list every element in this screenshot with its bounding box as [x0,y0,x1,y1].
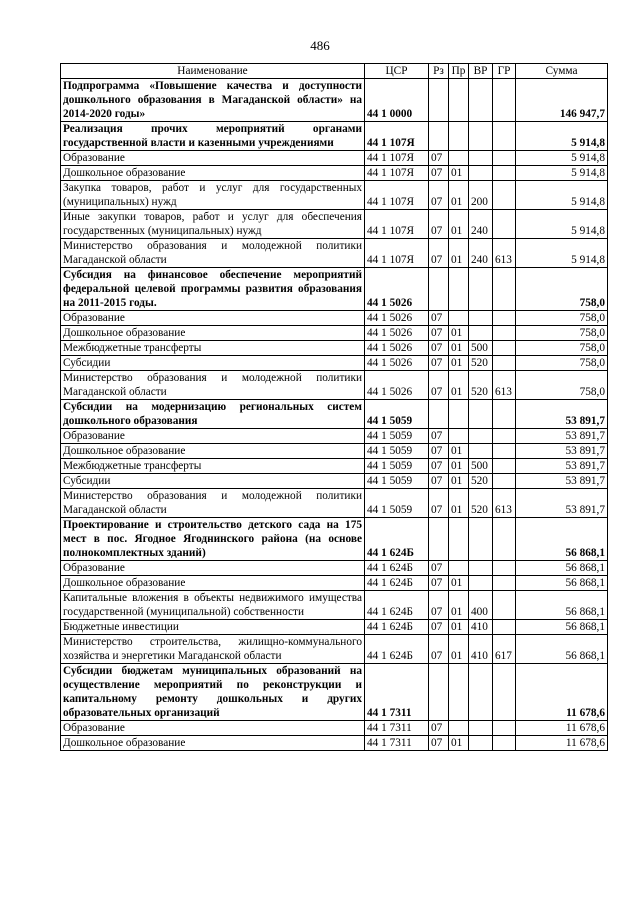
cell-gr: 617 [493,635,516,664]
cell-sum: 53 891,7 [516,429,608,444]
cell-pr: 01 [449,576,469,591]
cell-gr [493,474,516,489]
cell-sum: 53 891,7 [516,474,608,489]
cell-pr [449,79,469,122]
cell-pr: 01 [449,239,469,268]
cell-name: Капитальные вложения в объекты недвижимого имущества государственной (муниципальной) собственности [61,591,365,620]
cell-vr [469,311,493,326]
cell-name: Субсидии [61,474,365,489]
cell-csr: 44 1 624Б [365,620,429,635]
cell-csr: 44 1 624Б [365,576,429,591]
cell-sum: 56 868,1 [516,576,608,591]
cell-vr [469,444,493,459]
cell-sum: 5 914,8 [516,151,608,166]
cell-pr [449,400,469,429]
cell-pr: 01 [449,326,469,341]
table-row [61,210,608,239]
cell-pr: 01 [449,166,469,181]
cell-name: Министерство образования и молодежной политики Магаданской области [61,239,365,268]
cell-csr: 44 1 7311 [365,736,429,751]
page-number: 486 [310,38,330,53]
cell-vr [469,736,493,751]
cell-sum: 5 914,8 [516,210,608,239]
cell-csr: 44 1 107Я [365,166,429,181]
cell-rz: 07 [429,341,449,356]
cell-sum: 56 868,1 [516,591,608,620]
cell-rz [429,518,449,561]
cell-gr [493,151,516,166]
cell-name: Межбюджетные трансферты [61,341,365,356]
table-row [61,474,608,489]
table-row [61,429,608,444]
cell-vr: 200 [469,181,493,210]
cell-gr [493,721,516,736]
cell-rz: 07 [429,474,449,489]
cell-gr [493,429,516,444]
cell-gr [493,518,516,561]
table-row [61,356,608,371]
cell-pr: 01 [449,341,469,356]
table-row [61,561,608,576]
cell-name: Подпрограмма «Повышение качества и доступности дошкольного образования в Магаданской области» на 2014-2020 годы» [61,79,365,122]
table-row [61,591,608,620]
table-row [61,400,608,429]
cell-rz [429,79,449,122]
cell-pr: 01 [449,459,469,474]
cell-vr [469,561,493,576]
cell-pr: 01 [449,635,469,664]
cell-rz: 07 [429,620,449,635]
table-row [61,268,608,311]
cell-rz [429,122,449,151]
cell-vr: 410 [469,635,493,664]
cell-rz: 07 [429,721,449,736]
cell-rz: 07 [429,489,449,518]
cell-csr: 44 1 107Я [365,151,429,166]
cell-name: Субсидии на модернизацию региональных систем дошкольного образования [61,400,365,429]
cell-csr: 44 1 624Б [365,635,429,664]
table-row [61,664,608,721]
cell-sum: 11 678,6 [516,664,608,721]
cell-sum: 53 891,7 [516,459,608,474]
table-row [61,576,608,591]
cell-sum: 758,0 [516,311,608,326]
cell-rz: 07 [429,210,449,239]
table-row [61,239,608,268]
table-row [61,736,608,751]
cell-gr [493,664,516,721]
table-row [61,311,608,326]
cell-sum: 11 678,6 [516,721,608,736]
cell-pr: 01 [449,489,469,518]
cell-vr: 520 [469,356,493,371]
cell-sum: 758,0 [516,268,608,311]
table-row [61,151,608,166]
cell-name: Образование [61,151,365,166]
cell-pr: 01 [449,591,469,620]
cell-rz: 07 [429,181,449,210]
cell-csr: 44 1 0000 [365,79,429,122]
cell-name: Дошкольное образование [61,736,365,751]
cell-csr: 44 1 624Б [365,561,429,576]
table-row [61,518,608,561]
cell-name: Дошкольное образование [61,326,365,341]
cell-pr: 01 [449,356,469,371]
cell-rz [429,400,449,429]
cell-name: Субсидия на финансовое обеспечение мероприятий федеральной целевой программы развития образования на 2011-2015 годы. [61,268,365,311]
cell-rz [429,268,449,311]
header-pr: Пр [449,64,469,79]
cell-csr: 44 1 5059 [365,444,429,459]
cell-csr: 44 1 624Б [365,518,429,561]
cell-pr [449,429,469,444]
cell-vr [469,151,493,166]
table-row [61,721,608,736]
cell-vr: 520 [469,371,493,400]
cell-vr [469,79,493,122]
header-name: Наименование [61,64,365,79]
cell-csr: 44 1 5059 [365,429,429,444]
cell-name: Бюджетные инвестиции [61,620,365,635]
cell-vr [469,326,493,341]
cell-csr: 44 1 107Я [365,239,429,268]
cell-rz: 07 [429,166,449,181]
header-rz: Рз [429,64,449,79]
cell-sum: 56 868,1 [516,635,608,664]
cell-gr [493,326,516,341]
table-row [61,371,608,400]
cell-gr [493,356,516,371]
cell-sum: 56 868,1 [516,518,608,561]
cell-name: Дошкольное образование [61,576,365,591]
cell-pr [449,268,469,311]
cell-csr: 44 1 5026 [365,341,429,356]
cell-name: Иные закупки товаров, работ и услуг для обеспечения государственных (муниципальных) нужд [61,210,365,239]
cell-csr: 44 1 5026 [365,356,429,371]
cell-rz: 07 [429,576,449,591]
cell-csr: 44 1 5026 [365,371,429,400]
cell-gr [493,166,516,181]
cell-vr [469,576,493,591]
cell-sum: 11 678,6 [516,736,608,751]
cell-gr [493,341,516,356]
cell-sum: 758,0 [516,371,608,400]
cell-name: Реализация прочих мероприятий органами государственной власти и казенными учреждениями [61,122,365,151]
cell-vr: 240 [469,210,493,239]
table-body [61,79,608,751]
cell-sum: 5 914,8 [516,181,608,210]
cell-vr: 500 [469,459,493,474]
cell-pr: 01 [449,210,469,239]
cell-vr [469,268,493,311]
cell-pr [449,721,469,736]
cell-vr [469,400,493,429]
table-row [61,122,608,151]
cell-rz [429,664,449,721]
header-sum: Сумма [516,64,608,79]
cell-name: Дошкольное образование [61,444,365,459]
cell-csr: 44 1 5059 [365,489,429,518]
cell-vr: 410 [469,620,493,635]
cell-gr [493,268,516,311]
cell-gr [493,591,516,620]
cell-gr [493,181,516,210]
cell-gr [493,122,516,151]
cell-rz: 07 [429,356,449,371]
cell-csr: 44 1 624Б [365,591,429,620]
cell-name: Образование [61,311,365,326]
cell-sum: 5 914,8 [516,122,608,151]
budget-table [60,63,608,751]
cell-vr [469,122,493,151]
cell-rz: 07 [429,326,449,341]
cell-name: Проектирование и строительство детского сада на 175 мест в пос. Ягодное Ягоднинского района (на основе полнокомплектных зданий) [61,518,365,561]
cell-sum: 758,0 [516,341,608,356]
cell-gr [493,210,516,239]
cell-gr: 613 [493,371,516,400]
cell-csr: 44 1 7311 [365,664,429,721]
cell-csr: 44 1 107Я [365,122,429,151]
cell-rz: 07 [429,635,449,664]
cell-gr [493,561,516,576]
cell-name: Министерство образования и молодежной политики Магаданской области [61,371,365,400]
cell-csr: 44 1 5059 [365,400,429,429]
table-row [61,620,608,635]
header-csr: ЦСР [365,64,429,79]
table-header-row [61,64,608,79]
cell-sum: 53 891,7 [516,444,608,459]
cell-csr: 44 1 107Я [365,181,429,210]
cell-pr [449,664,469,721]
cell-rz: 07 [429,561,449,576]
cell-vr [469,721,493,736]
cell-name: Образование [61,561,365,576]
cell-csr: 44 1 5026 [365,326,429,341]
cell-rz: 07 [429,591,449,620]
table-row [61,341,608,356]
cell-pr [449,518,469,561]
cell-vr [469,518,493,561]
cell-pr: 01 [449,474,469,489]
cell-rz: 07 [429,444,449,459]
cell-rz: 07 [429,239,449,268]
cell-pr [449,561,469,576]
cell-sum: 146 947,7 [516,79,608,122]
cell-sum: 56 868,1 [516,620,608,635]
cell-sum: 53 891,7 [516,400,608,429]
cell-vr: 500 [469,341,493,356]
cell-pr: 01 [449,444,469,459]
cell-vr: 240 [469,239,493,268]
cell-vr [469,166,493,181]
cell-csr: 44 1 5059 [365,459,429,474]
cell-vr [469,664,493,721]
table-row [61,444,608,459]
cell-gr [493,311,516,326]
cell-pr [449,311,469,326]
cell-csr: 44 1 5026 [365,268,429,311]
cell-vr [469,429,493,444]
cell-sum: 5 914,8 [516,166,608,181]
cell-gr [493,459,516,474]
cell-rz: 07 [429,151,449,166]
cell-pr [449,122,469,151]
cell-name: Образование [61,429,365,444]
table-row [61,489,608,518]
cell-rz: 07 [429,459,449,474]
cell-sum: 758,0 [516,326,608,341]
cell-rz: 07 [429,311,449,326]
header-gr: ГР [493,64,516,79]
cell-name: Министерство строительства, жилищно-коммунального хозяйства и энергетики Магаданской области [61,635,365,664]
cell-gr: 613 [493,489,516,518]
cell-name: Образование [61,721,365,736]
table-row [61,166,608,181]
cell-rz: 07 [429,371,449,400]
table-row [61,181,608,210]
cell-vr: 520 [469,474,493,489]
cell-name: Дошкольное образование [61,166,365,181]
cell-rz: 07 [429,429,449,444]
cell-gr [493,576,516,591]
cell-csr: 44 1 107Я [365,210,429,239]
cell-pr [449,151,469,166]
cell-pr: 01 [449,620,469,635]
table-row [61,459,608,474]
cell-pr: 01 [449,371,469,400]
cell-name: Межбюджетные трансферты [61,459,365,474]
cell-gr: 613 [493,239,516,268]
cell-csr: 44 1 5059 [365,474,429,489]
cell-csr: 44 1 7311 [365,721,429,736]
cell-sum: 56 868,1 [516,561,608,576]
cell-pr: 01 [449,736,469,751]
cell-pr: 01 [449,181,469,210]
cell-gr [493,444,516,459]
header-vr: ВР [469,64,493,79]
cell-rz: 07 [429,736,449,751]
cell-gr [493,79,516,122]
cell-vr: 520 [469,489,493,518]
cell-vr: 400 [469,591,493,620]
cell-csr: 44 1 5026 [365,311,429,326]
table-row [61,635,608,664]
table-row [61,326,608,341]
cell-name: Закупка товаров, работ и услуг для государственных (муниципальных) нужд [61,181,365,210]
cell-sum: 53 891,7 [516,489,608,518]
cell-sum: 5 914,8 [516,239,608,268]
cell-name: Министерство образования и молодежной политики Магаданской области [61,489,365,518]
cell-gr [493,736,516,751]
table-row [61,79,608,122]
cell-name: Субсидии [61,356,365,371]
cell-gr [493,400,516,429]
cell-gr [493,620,516,635]
cell-name: Субсидии бюджетам муниципальных образований на осуществление мероприятий по реконструкции и капитальному ремонту дошкольных и других образовательных организаций [61,664,365,721]
cell-sum: 758,0 [516,356,608,371]
